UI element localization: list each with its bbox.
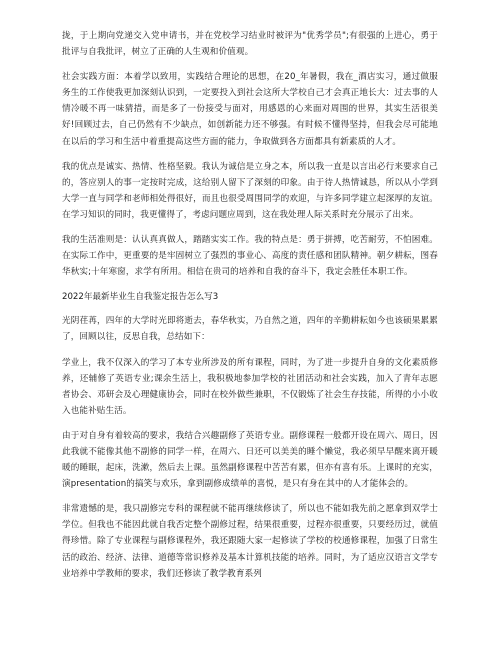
paragraph-intro-summary: 光阴荏苒，四年的大学时光即将逝去，春华秋实，乃自然之道，四年的辛勤耕耘如今也该硕果累累了，回顾以往，反思自我，总结如下： [62, 316, 438, 343]
paragraph-party-application: 拢，于上期向党递交入党申请书，并在党校学习结业时被评为"优秀学员";有很强的上进心，勇于批评与自我批评，树立了正确的人生观和价值观。 [62, 31, 438, 58]
paragraph-minor-regret: 非常遗憾的是，我只副修完专科的课程就不能再继续修读了，所以也不能如我先前之愿拿到双学士学位。但我也不能因此就自我否定整个副修过程，结果很重要，过程亦很重要，只要经历过，就值得珍惜。除了专业课程与副修课程外，我还跟随大家一起修读了学校的校通修课程，加强了日常生活的政治、经济、法律、道德等常识修养及基本计算机技能的培养。同时，为了适应汉语言文学专业培养中学教师的要求，我们还修读了教学教育系列 [62, 504, 438, 579]
paragraph-academics: 学业上，我不仅深入的学习了本专业所涉及的所有课程，同时，为了进一步提升自身的文化素质修养，还辅修了英语专业;课余生活上，我积极地参加学校的社团活动和社会实践，加入了青年志愿者协会、邓研会及心理健康协会，同时在校外做些兼职，不仅锻炼了社会生存技能，所得的小小收入也能补贴生活。 [62, 357, 438, 416]
paragraph-social-practice: 社会实践方面：本着学以致用，实践结合理论的思想，在20_年暑假，我在_酒店实习，通过做服务生的工作使我更加深刻认识到，一定要投入到社会这所大学校自己才会真正地长大：过去事的人情冷暖不再一味猜措，而是多了一份接受与面对，用感恩的心来面对周围的世界，其实生活很美好!回顾过去，自己仍然有不少缺点，如创新能力还不够强。有时候不懂得坚持，但我会尽可能地在以后的学习和生活中着重提高这些方面的能力，争取做到各方面都具有新素质的人才。 [62, 72, 438, 147]
document-body [62, 28, 438, 591]
paragraph-minor-english: 由于对自身有着较高的要求，我结合兴趣副修了英语专业。副修课程一般都开设在周六、周日，因此我就不能像其他不副修的同学一样，在周六、日还可以美美的睡个懒觉，我必须早早醒来离开暖暖的睡眠，起床，洗漱，然后去上课。虽然副修课程中苦苦有累，但亦有喜有乐。上课时的充实，演presentation的搞笑与欢乐，拿到副修成绩单的喜悦，是只有身在其中的人才能体会的。 [62, 430, 438, 490]
section-heading: 2022年最新毕业生自我鉴定报告怎么写3 [62, 292, 219, 303]
paragraph-life-principles: 我的生活准则是：认认真真做人，踏踏实实工作。我的特点是：勇于拼搏，吃苦耐劳，不怕困难。在实际工作中，更重要的是牢固树立了强烈的事业心、高度的责任感和团队精神。朝夕耕耘，图春华秋实;十年寒窗，求学有所用。相信在贵司的培养和自我的奋斗下，我定会胜任本职工作。 [62, 235, 438, 278]
paragraph-personal-strengths: 我的优点是诚实、热情、性格坚毅。我认为诚信是立身之本，所以我一直是以言出必行来要求自己的，答应别人的事一定按时完成，这给别人留下了深刻的印象。由于待人热情诚恳，所以从小学到大学一直与同学和老师相处得很好，而且也很受周围同学的欢迎，与许多同学建立起深厚的友谊。在学习知识的同时，我更懂得了，考虑问题应周到，这在我处理人际关系时充分展示了出来。 [62, 161, 438, 220]
